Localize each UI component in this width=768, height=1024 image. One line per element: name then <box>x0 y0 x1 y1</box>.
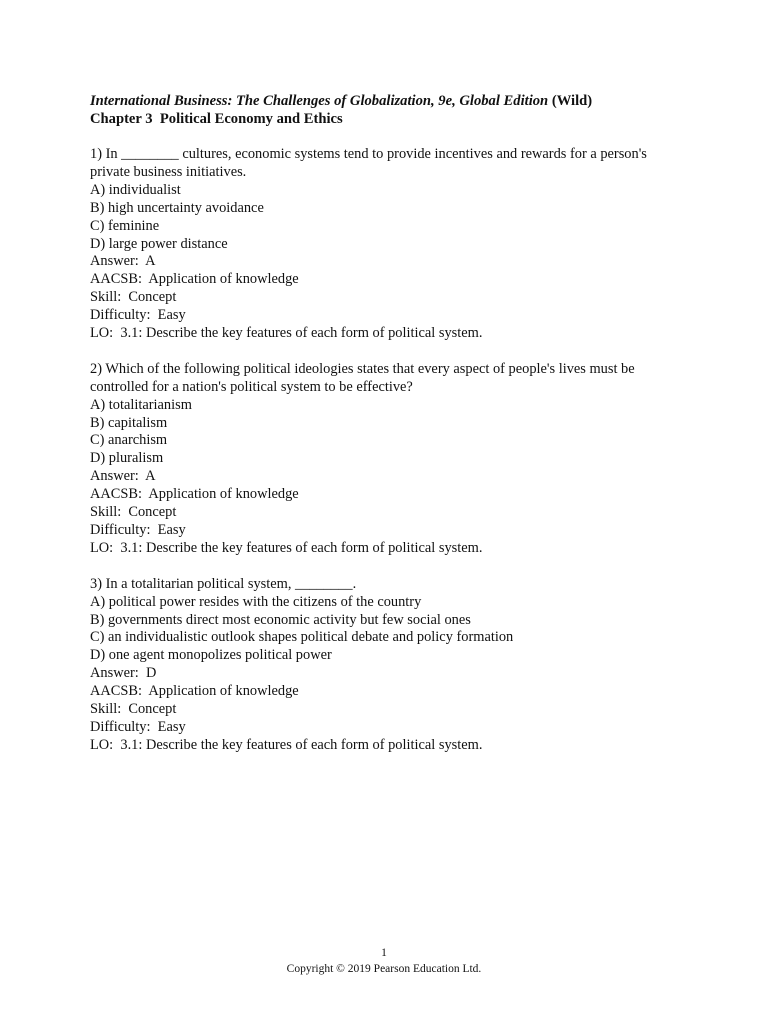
answer-option: A) individualist <box>90 181 181 198</box>
learning-objective: LO: 3.1: Describe the key features of each form of political system. <box>90 325 483 342</box>
answer-option: A) political power resides with the citizens of the country <box>90 593 422 610</box>
answer-option: C) feminine <box>90 217 160 234</box>
question-3 <box>90 576 690 755</box>
copyright-notice: Copyright © 2019 Pearson Education Ltd. <box>286 963 482 975</box>
chapter-name: Political Economy and Ethics <box>159 111 343 127</box>
question-stem-line: 1) In ________ cultures, economic systems tend to provide incentives and rewards for a person's <box>90 146 647 162</box>
chapter-title <box>90 110 690 128</box>
skill-tag: Skill: Concept <box>90 504 177 521</box>
answer-option: D) large power distance <box>90 235 228 252</box>
answer-key: Answer: A <box>90 468 156 485</box>
question-stem-line: private business initiatives. <box>90 163 247 180</box>
question-stem-line: 3) In a totalitarian political system, ________. <box>90 575 357 592</box>
aacsb-tag: AACSB: Application of knowledge <box>90 486 299 503</box>
answer-option: B) capitalism <box>90 414 168 431</box>
answer-option: C) anarchism <box>90 432 168 449</box>
answer-key: Answer: D <box>90 665 157 682</box>
book-title <box>90 92 690 110</box>
question-2 <box>90 361 690 558</box>
page-number: 1 <box>381 947 387 959</box>
answer-option: B) governments direct most economic activity but few social ones <box>90 611 471 628</box>
difficulty-tag: Difficulty: Easy <box>90 522 186 539</box>
book-title-text: International Business: The Challenges of Globalization, 9e, Global Edition <box>90 93 549 109</box>
book-author: (Wild) <box>551 93 593 109</box>
skill-tag: Skill: Concept <box>90 701 177 718</box>
difficulty-tag: Difficulty: Easy <box>90 307 186 324</box>
answer-option: A) totalitarianism <box>90 396 192 413</box>
learning-objective: LO: 3.1: Describe the key features of each form of political system. <box>90 736 483 753</box>
aacsb-tag: AACSB: Application of knowledge <box>90 683 299 700</box>
answer-key: Answer: A <box>90 253 156 270</box>
answer-option: C) an individualistic outlook shapes political debate and policy formation <box>90 629 514 646</box>
answer-option: D) pluralism <box>90 450 164 467</box>
answer-option: D) one agent monopolizes political power <box>90 647 332 664</box>
document-page <box>90 92 690 773</box>
skill-tag: Skill: Concept <box>90 289 177 306</box>
answer-option: B) high uncertainty avoidance <box>90 199 264 216</box>
question-1 <box>90 146 690 343</box>
learning-objective: LO: 3.1: Describe the key features of each form of political system. <box>90 539 483 556</box>
chapter-label: Chapter 3 <box>90 111 153 127</box>
question-stem-line: controlled for a nation's political system to be effective? <box>90 378 413 395</box>
difficulty-tag: Difficulty: Easy <box>90 718 186 735</box>
aacsb-tag: AACSB: Application of knowledge <box>90 271 299 288</box>
question-stem-line: 2) Which of the following political ideologies states that every aspect of people's lives must be <box>90 360 635 377</box>
